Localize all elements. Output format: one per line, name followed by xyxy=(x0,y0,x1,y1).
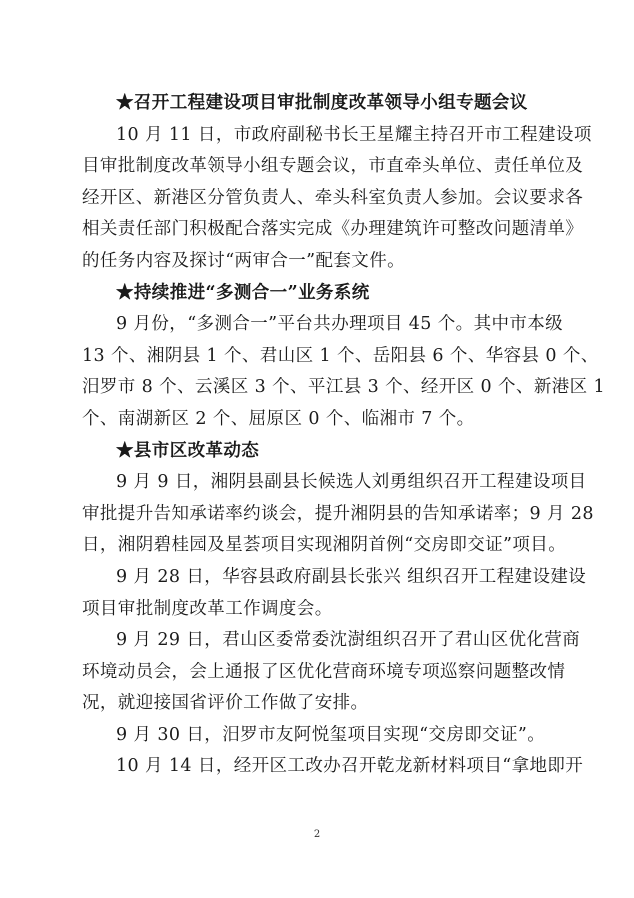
section-heading: ★县市区改革动态 xyxy=(116,440,260,461)
section-heading: ★持续推进“多测合一”业务系统 xyxy=(116,282,370,303)
paragraph-line: 日，湘阴碧桂园及星荟项目实现湘阴首例“交房即交证”项目。 xyxy=(82,535,567,556)
paragraph-line: 10 月 14 日，经开区工改办召开乾龙新材料项目“拿地即开 xyxy=(116,756,584,777)
paragraph-line: 9 月 29 日，君山区委常委沈澍组织召开了君山区优化营商 xyxy=(116,630,581,651)
paragraph-line: 相关责任部门积极配合落实完成《办理建筑许可整改问题清单》 xyxy=(82,219,584,240)
paragraph-line: 9 月 30 日，汨罗市友阿悦玺项目实现“交房即交证”。 xyxy=(116,724,546,745)
paragraph-line: 10 月 11 日，市政府副秘书长王星耀主持召开市工程建设项 xyxy=(116,124,592,145)
section-heading: ★召开工程建设项目审批制度改革领导小组专题会议 xyxy=(116,93,528,113)
paragraph-line: 13 个、湘阴县 1 个、君山区 1 个、岳阳县 6 个、华容县 0 个、 xyxy=(82,345,599,366)
paragraph-line: 审批提升告知承诺率约谈会，提升湘阴县的告知承诺率；9 月 28 xyxy=(82,503,594,524)
paragraph-line: 环境动员会，会上通报了区优化营商环境专项巡察问题整改情 xyxy=(82,661,566,682)
page-number: 2 xyxy=(313,829,321,840)
paragraph-line: 经开区、新港区分管负责人、牵头科室负责人参加。会议要求各 xyxy=(82,187,584,208)
paragraph-line: 目审批制度改革领导小组专题会议，市直牵头单位、责任单位及 xyxy=(82,156,584,177)
paragraph-line: 项目审批制度改革工作调度会。 xyxy=(82,598,333,619)
paragraph-line: 的任务内容及探讨“两审合一”配套文件。 xyxy=(82,250,405,271)
paragraph-line: 9 月 28 日，华容县政府副县长张兴 组织召开工程建设建设 xyxy=(116,566,587,587)
paragraph-line: 9 月 9 日，湘阴县副县长候选人刘勇组织召开工程建设项目 xyxy=(116,472,587,493)
paragraph-line: 汨罗市 8 个、云溪区 3 个、平江县 3 个、经开区 0 个、新港区 1 xyxy=(82,377,606,398)
paragraph-line: 个、南湖新区 2 个、屈原区 0 个、临湘市 7 个。 xyxy=(82,408,475,429)
paragraph-line: 况，就迎接国省评价工作做了安排。 xyxy=(82,693,369,714)
paragraph-line: 9 月份，“多测合一”平台共办理项目 45 个。其中市本级 xyxy=(116,314,564,335)
document-body xyxy=(82,88,606,783)
